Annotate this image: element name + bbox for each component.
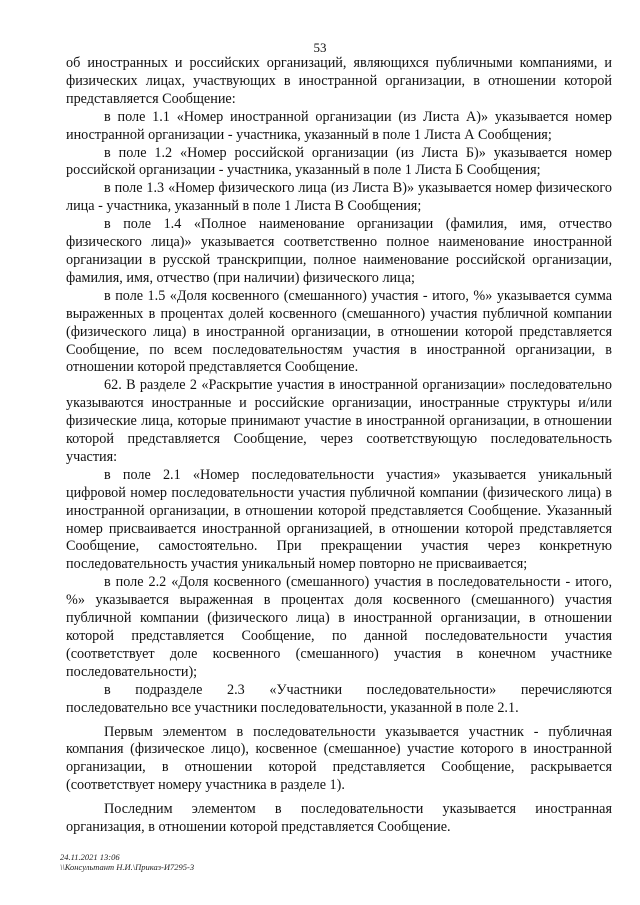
paragraph: 62. В разделе 2 «Раскрытие участия в иностранной организации» последовательно указываются иностранные и российские организации, иностранные структуры и/или физические лица, которые принимают участие в иностранной организации, в отношении которой представляется Сообщение, через соответствующую последовательность участия: [66, 377, 612, 465]
body-text [66, 55, 612, 837]
paragraph: об иностранных и российских организаций, являющихся публичными компаниями, и физических лицах, участвующих в иностранной организации, в отношении которой представляется Сообщение: [66, 55, 612, 107]
paragraph: в поле 1.1 «Номер иностранной организации (из Листа А)» указывается номер иностранной организации - участника, указанный в поле 1 Листа А Сообщения; [66, 108, 612, 143]
paragraph: в подразделе 2.3 «Участники последовательности» перечисляются последовательно все участники последовательности, указанной в поле 2.1. [66, 681, 612, 716]
footer-path: \\Консультант Н.И.\Приказ-И7295-3 [60, 862, 195, 872]
footer-date: 24.11.2021 13:06 [60, 852, 120, 862]
footer-stamp [60, 852, 194, 872]
paragraph: в поле 2.2 «Доля косвенного (смешанного) участия в последовательности - итого, %» указывается выраженная в процентах доля косвенного (смешанного) участия публичной компании (физического лица) в иностранной организации, в отношении которой представляется Сообщение, по данной последовательности участия (соответствует доле косвенного (смешанного) участия в конечном участнике последовательности); [66, 574, 612, 680]
paragraph: в поле 1.2 «Номер российской организации (из Листа Б)» указывается номер российской организации - участника, указанный в поле 1 Листа Б Сообщения; [66, 144, 612, 179]
paragraph: Первым элементом в последовательности указывается участник - публичная компания (физическое лицо), косвенное (смешанное) участие которого в иностранной организации, в отношении которой представляется Сообщение, раскрывается (соответствует номеру участника в разделе 1). [66, 723, 612, 794]
paragraph: в поле 1.3 «Номер физического лица (из Листа В)» указывается номер физического лица - участника, указанный в поле 1 Листа В Сообщения; [66, 180, 612, 215]
paragraph: в поле 2.1 «Номер последовательности участия» указывается уникальный цифровой номер последовательности участия публичной компании (физического лица) в иностранной организации, в отношении которой представляется Сообщение. Указанный номер присваивается иностранной организацией, в отношении которой представляется Сообщение, самостоятельно. При прекращении участия через конкретную последовательность участия уникальный номер повторно не присваивается; [66, 466, 612, 573]
paragraph: Последним элементом в последовательности указывается иностранная организация, в отношении которой представляется Сообщение. [66, 801, 612, 836]
paragraph: в поле 1.4 «Полное наименование организации (фамилия, имя, отчество физического лица)» указывается соответственно полное наименование иностранной организации в русской транскрипции, полное наименование российской организации, фамилия, имя, отчество (при наличии) физического лица; [66, 216, 612, 286]
paragraph: в поле 1.5 «Доля косвенного (смешанного) участия - итого, %» указывается сумма выраженных в процентах долей косвенного (смешанного) участия публичной компании (физического лица) в иностранной организации, в отношении которой представляется Сообщение, по всем последовательностям участия в иностранной организации, в отношении которой представляется Сообщение. [66, 287, 612, 376]
page-number: 53 [313, 40, 327, 55]
